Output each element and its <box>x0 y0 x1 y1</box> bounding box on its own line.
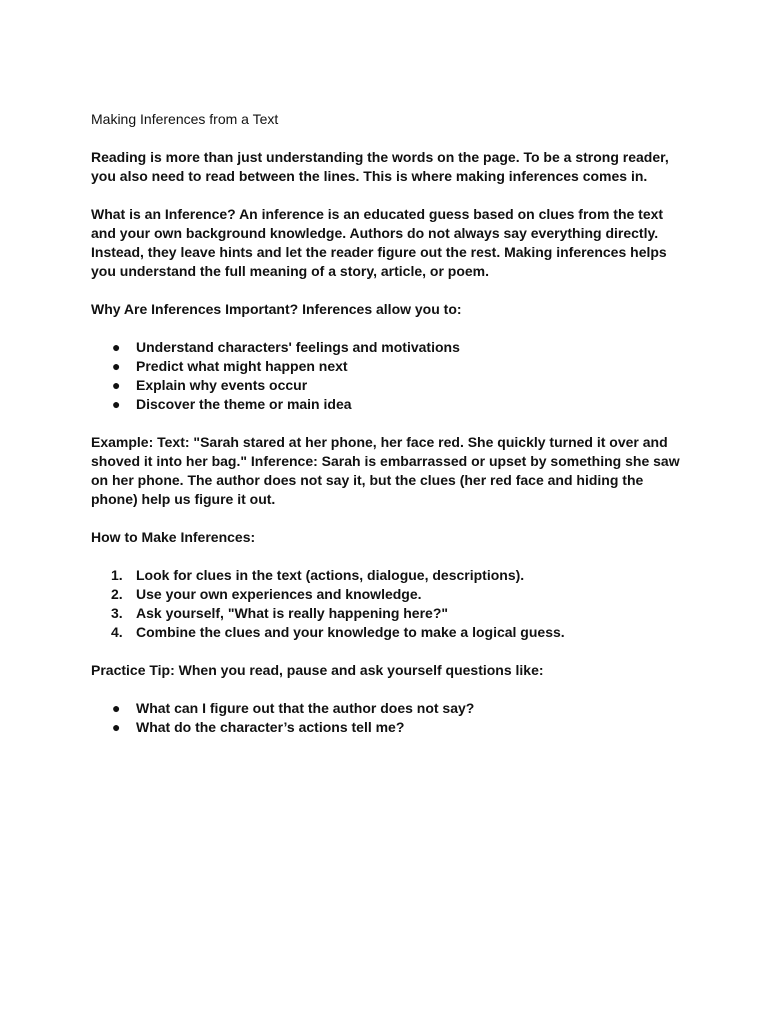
list-number: 3. <box>111 605 123 621</box>
tip-list <box>91 699 691 737</box>
document-page <box>91 110 691 756</box>
list-number: 4. <box>111 624 123 640</box>
bullet-icon: ● <box>112 358 121 374</box>
list-item <box>91 395 691 414</box>
bullet-icon: ● <box>112 339 121 355</box>
list-item <box>91 338 691 357</box>
list-item <box>91 699 691 718</box>
list-item-text: What do the character’s actions tell me? <box>136 719 405 735</box>
list-item <box>91 623 691 642</box>
list-item-text: Explain why events occur <box>136 377 308 393</box>
list-item <box>91 585 691 604</box>
list-item-text: Ask yourself, "What is really happening here?" <box>136 605 449 621</box>
bullet-icon: ● <box>112 396 121 412</box>
howto-heading: How to Make Inferences: <box>91 529 256 545</box>
list-item-text: Look for clues in the text (actions, dialogue, descriptions). <box>136 567 525 583</box>
importance-list <box>91 338 691 414</box>
bullet-icon: ● <box>112 719 121 735</box>
list-item <box>91 718 691 737</box>
list-item-text: Predict what might happen next <box>136 358 348 374</box>
intro-paragraph: Reading is more than just understanding the words on the page. To be a strong reader, you also need to read between the lines. This is where making inferences comes in. <box>91 149 669 184</box>
list-item-text: Discover the theme or main idea <box>136 396 352 412</box>
list-item <box>91 376 691 395</box>
list-number: 1. <box>111 567 123 583</box>
bullet-icon: ● <box>112 700 121 716</box>
bullet-icon: ● <box>112 377 121 393</box>
document-title: Making Inferences from a Text <box>91 111 279 127</box>
example-paragraph: Example: Text: "Sarah stared at her phone, her face red. She quickly turned it over and shoved it into her bag." Inference: Sarah is embarrassed or upset by something she saw on her phone. The author does not say it, but the clues (her red face and hiding the phone) help us figure it out. <box>91 434 680 507</box>
list-item <box>91 566 691 585</box>
list-item-text: Use your own experiences and knowledge. <box>136 586 422 602</box>
howto-list <box>91 566 691 642</box>
list-number: 2. <box>111 586 123 602</box>
list-item-text: Understand characters' feelings and motivations <box>136 339 460 355</box>
list-item-text: Combine the clues and your knowledge to make a logical guess. <box>136 624 565 640</box>
list-item <box>91 357 691 376</box>
importance-heading: Why Are Inferences Important? Inferences allow you to: <box>91 301 462 317</box>
list-item-text: What can I figure out that the author does not say? <box>136 700 475 716</box>
definition-paragraph: What is an Inference? An inference is an educated guess based on clues from the text and your own background knowledge. Authors do not always say everything directly. Instead, they leave hints and let the reader figure out the rest. Making inferences helps you understand the full meaning of a story, article, or poem. <box>91 206 667 279</box>
tip-heading: Practice Tip: When you read, pause and ask yourself questions like: <box>91 662 544 678</box>
list-item <box>91 604 691 623</box>
